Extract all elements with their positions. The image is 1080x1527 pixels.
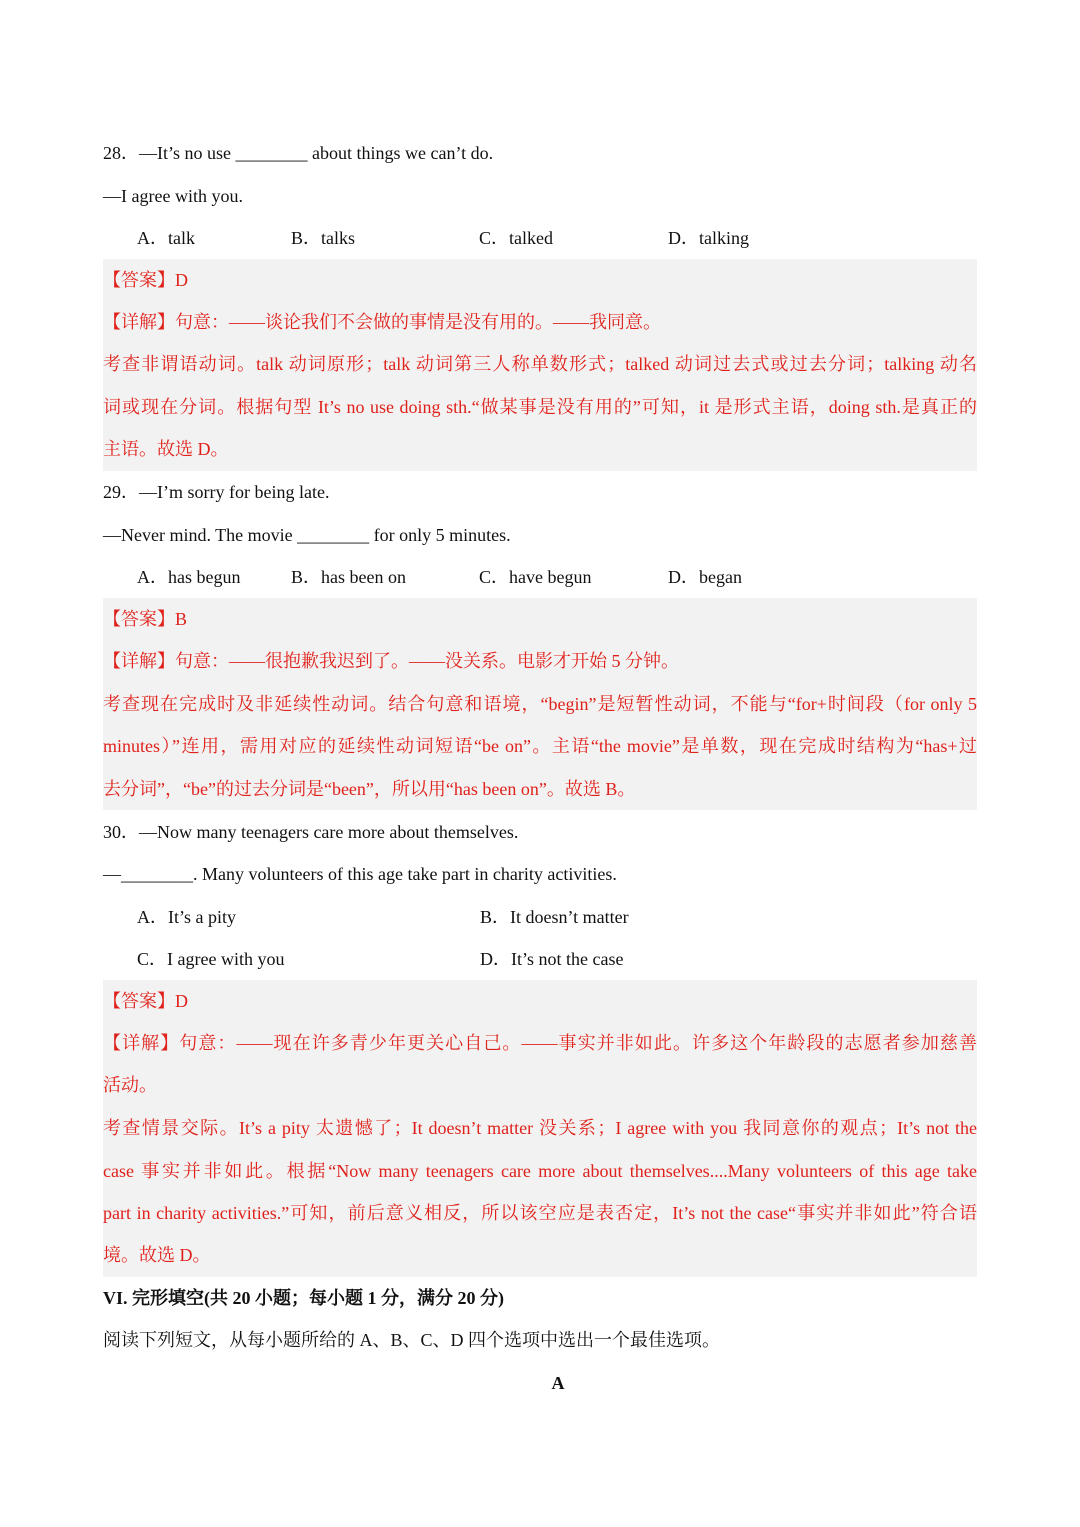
- q30-option-b: B．It doesn’t matter: [480, 907, 629, 927]
- q29-explain-line-1: 考查现在完成时及非延续性动词。结合句意和语境，“begin”是短暂性动词，不能与“for+时间段（for only 5: [103, 694, 977, 714]
- q28-explain-line-2: 词或现在分词。根据句型 It’s no use doing sth.“做某事是没有用的”可知，it 是形式主语，doing sth.是真正的: [103, 397, 977, 417]
- q29-option-c: C．have begun: [479, 567, 592, 587]
- q30-stem: 30．—Now many teenagers care more about themselves.: [103, 822, 519, 842]
- q29-option-d: D．began: [668, 567, 742, 587]
- q28-option-b: B．talks: [291, 228, 356, 248]
- q29-explain-line-2: minutes）”连用，需用对应的延续性动词短语“be on”。主语“the movie”是单数，现在完成时结构为“has+过: [103, 736, 977, 756]
- passage-label: A: [551, 1373, 565, 1393]
- q29-options: [0, 556, 1080, 598]
- q28-stem: 28．—It’s no use ________ about things we can’t do.: [103, 143, 494, 163]
- q30-explain-line-3: part in charity activities.”可知，前后意义相反，所以该空应是表否定，It’s not the case“事实并非如此”符合语: [103, 1203, 977, 1223]
- q28-option-c: C．talked: [479, 228, 553, 248]
- q30-explain-line-2: case 事实并非如此。根据“Now many teenagers care more about themselves....Many volunteers of this age take: [103, 1161, 977, 1181]
- section-title: VI. 完形填空(共 20 小题；每小题 1 分，满分 20 分): [103, 1288, 504, 1308]
- q30-detail-line-1: 【详解】句意：——现在许多青少年更关心自己。——事实并非如此。许多这个年龄段的志愿者参加慈善: [103, 1033, 977, 1053]
- q30-options-row-1: [0, 896, 1080, 938]
- q28-reply: —I agree with you.: [103, 186, 243, 206]
- q28-option-a: A．talk: [137, 228, 195, 248]
- q30-reply: —________. Many volunteers of this age take part in charity activities.: [103, 864, 617, 884]
- q29-answer: 【答案】B: [103, 609, 188, 629]
- q30-explain-line-1: 考查情景交际。It’s a pity 太遗憾了；It doesn’t matter 没关系；I agree with you 我同意你的观点；It’s not the: [103, 1118, 977, 1138]
- q29-stem: 29．—I’m sorry for being late.: [103, 482, 330, 502]
- q29-option-a: A．has begun: [137, 567, 241, 587]
- q28-options: [0, 217, 1080, 259]
- q30-detail-line-2: 活动。: [103, 1075, 157, 1095]
- q30-option-d: D．It’s not the case: [480, 949, 624, 969]
- q30-explain-line-4: 境。故选 D。: [103, 1245, 211, 1265]
- q29-detail: 【详解】句意：——很抱歉我迟到了。——没关系。电影才开始 5 分钟。: [103, 651, 679, 671]
- q29-option-b: B．has been on: [291, 567, 406, 587]
- section-instruction: 阅读下列短文，从每小题所给的 A、B、C、D 四个选项中选出一个最佳选项。: [103, 1330, 721, 1350]
- q30-option-a: A．It’s a pity: [137, 907, 236, 927]
- q28-explain-line-1: 考查非谓语动词。talk 动词原形；talk 动词第三人称单数形式；talked 动词过去式或过去分词；talking 动名: [103, 354, 977, 374]
- q28-option-d: D．talking: [668, 228, 749, 248]
- q28-answer: 【答案】D: [103, 270, 188, 290]
- q28-detail: 【详解】句意：——谈论我们不会做的事情是没有用的。——我同意。: [103, 312, 661, 332]
- q30-option-c: C．I agree with you: [137, 949, 285, 969]
- q29-explain-line-3: 去分词”，“be”的过去分词是“been”，所以用“has been on”。故选 B。: [103, 779, 636, 799]
- q29-reply: —Never mind. The movie ________ for only 5 minutes.: [103, 525, 511, 545]
- q30-options-row-2: [0, 938, 1080, 980]
- q30-answer: 【答案】D: [103, 991, 188, 1011]
- q28-explain-line-3: 主语。故选 D。: [103, 439, 229, 459]
